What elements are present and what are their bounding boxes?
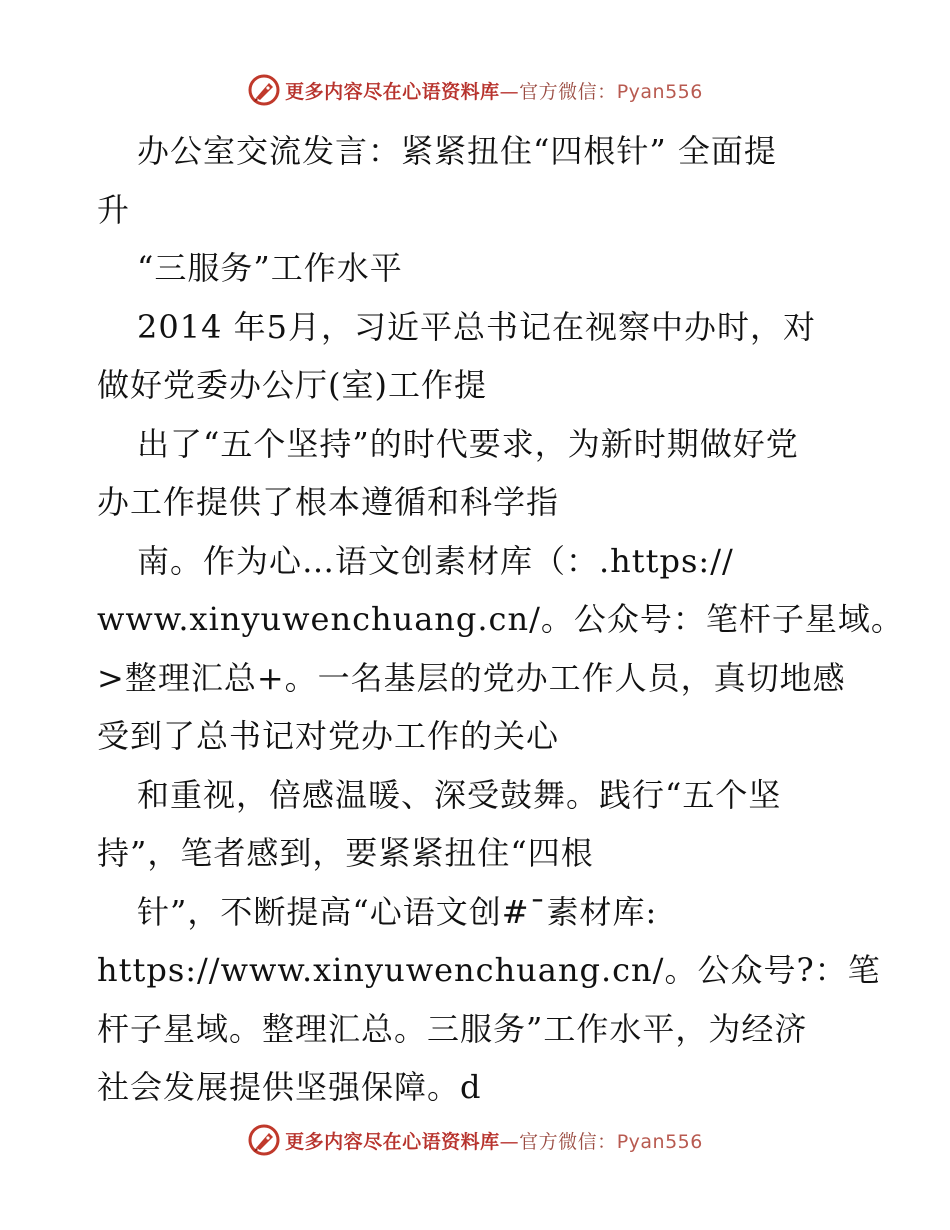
banner-text: [285, 1127, 703, 1154]
text-line: 升: [97, 190, 131, 229]
text-line: https://www.xinyuwenchuang.cn/。公众号?：笔: [97, 951, 881, 989]
banner-contact-id: Pyan556: [616, 1130, 703, 1153]
text-line: 做好党委办公厅(室)工作提: [97, 366, 487, 404]
header-banner-content: [247, 73, 703, 107]
text-line: 办公室交流发言：紧紧扭住“四根针” 全面提: [137, 132, 777, 170]
text-line: 社会发展提供坚强保障。d: [97, 1068, 482, 1106]
header-banner: [0, 70, 950, 110]
text-line: 办工作提供了根本遵循和科学指: [97, 483, 560, 521]
banner-contact-id: Pyan556: [616, 80, 703, 103]
banner-contact-label: 官方微信：: [519, 1130, 617, 1153]
pen-nib-logo-icon: [247, 73, 281, 107]
text-line: 持”，笔者感到，要紧紧扭住“四根: [97, 834, 594, 872]
footer-banner-content: [247, 1123, 703, 1157]
text-line: 出了“五个坚持”的时代要求，为新时期做好党: [137, 424, 799, 463]
document-body: [97, 122, 904, 1117]
text-line: “三服务”工作水平: [137, 249, 403, 287]
banner-contact-label: 官方微信：: [519, 80, 617, 103]
text-line: 针”，不断提高“心语文创#¯素材库:: [137, 892, 658, 931]
banner-separator: —: [499, 80, 520, 103]
footer-banner: [0, 1120, 950, 1160]
banner-brand: 更多内容尽在心语资料库: [285, 80, 500, 103]
text-line: www.xinyuwenchuang.cn/。公众号：笔杆子星域。: [97, 600, 904, 638]
text-line: 杆子星域。整理汇总。三服务”工作水平，为经济: [97, 1009, 808, 1048]
text-line: 受到了总书记对党办工作的关心: [97, 717, 560, 755]
banner-separator: —: [499, 1130, 520, 1153]
text-line: >整理汇总+。一名基层的党办工作人员，真切地感: [97, 658, 846, 697]
text-line: 和重视，倍感温暖、深受鼓舞。践行“五个坚: [137, 775, 782, 814]
banner-brand: 更多内容尽在心语资料库: [285, 1130, 500, 1153]
pen-nib-logo-icon: [247, 1123, 281, 1157]
banner-text: [285, 77, 703, 104]
text-line: 南。作为心…语文创素材库（：.https://: [137, 541, 734, 580]
text-line: 2014 年5月，习近平总书记在视察中办时，对: [137, 307, 816, 346]
